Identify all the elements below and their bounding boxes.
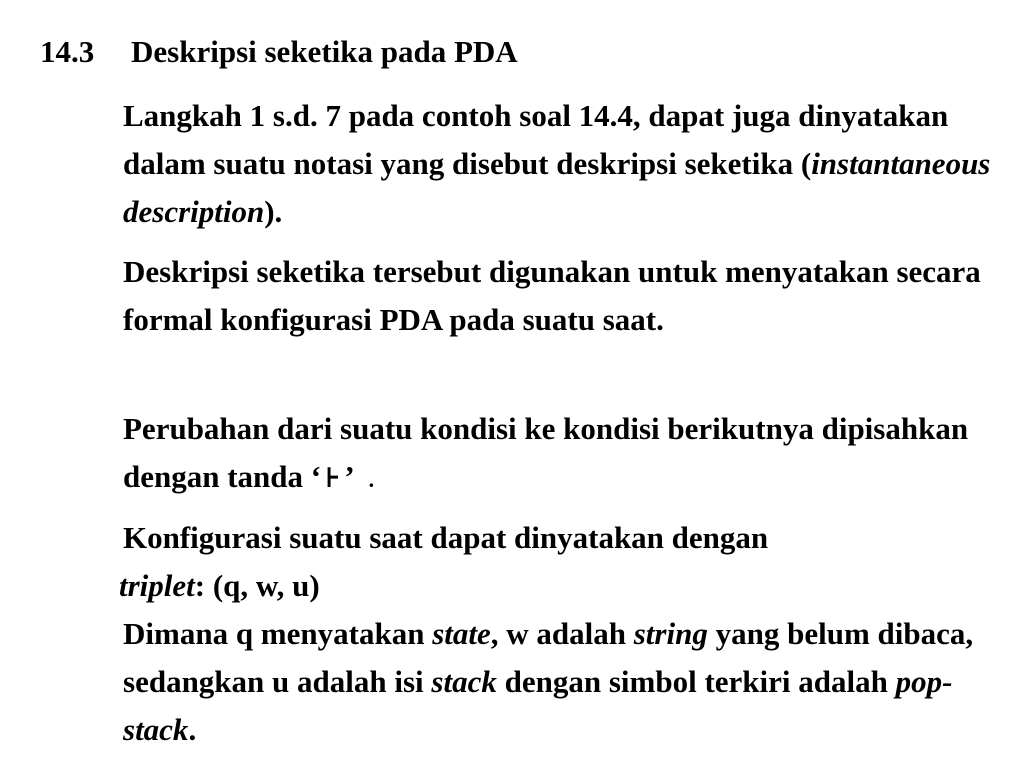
paragraph-4-s2: , w adalah [490,616,634,651]
paragraph-1-end: ). [264,194,283,229]
term-pop-stack: pop-stack [123,664,953,747]
triplet-word: triplet [119,568,195,603]
paragraph-4 [119,514,1003,754]
term-state: state [432,616,491,651]
section-title: Deskripsi seketika pada PDA [131,34,518,69]
paragraph-4-s4: dengan simbol terkiri adalah [496,664,896,699]
paragraph-3-text: Perubahan dari suatu kondisi ke kondisi berikutnya dipisahkan dengan tanda ‘ [123,411,969,494]
paragraph-4-s3: yang belum dibaca, sedangkan u adalah isi [123,616,974,699]
paragraph-4-s5: . [188,712,197,747]
section-heading [40,30,518,74]
paragraph-1-text: Langkah 1 s.d. 7 pada contoh soal 14.4, dapat juga dinyatakan dalam suatu notasi yang disebut deskripsi seketika ( [123,98,949,181]
paragraph-4-s1: Dimana q menyatakan [123,616,433,651]
triplet-line [119,568,320,603]
paragraph-3-end: ’ [344,459,355,494]
paragraph-1-italic: instantaneous description [123,146,991,229]
paragraph-1 [123,92,1003,236]
paragraph-2-text: Deskripsi seketika tersebut digunakan untuk menyatakan secara formal konfigurasi PDA pada suatu saat. [123,254,981,337]
term-string: string [633,616,708,651]
paragraph-3-dot: . [368,467,375,492]
turnstile-symbol: ⊦ [325,461,341,494]
section-number: 14.3 [40,34,95,69]
term-stack: stack [431,664,497,699]
paragraph-2 [123,248,1003,344]
paragraph-3 [123,405,1003,504]
paragraph-4-line1: Konfigurasi suatu saat dapat dinyatakan dengan [123,520,769,555]
triplet-notation: : (q, w, u) [194,568,320,603]
